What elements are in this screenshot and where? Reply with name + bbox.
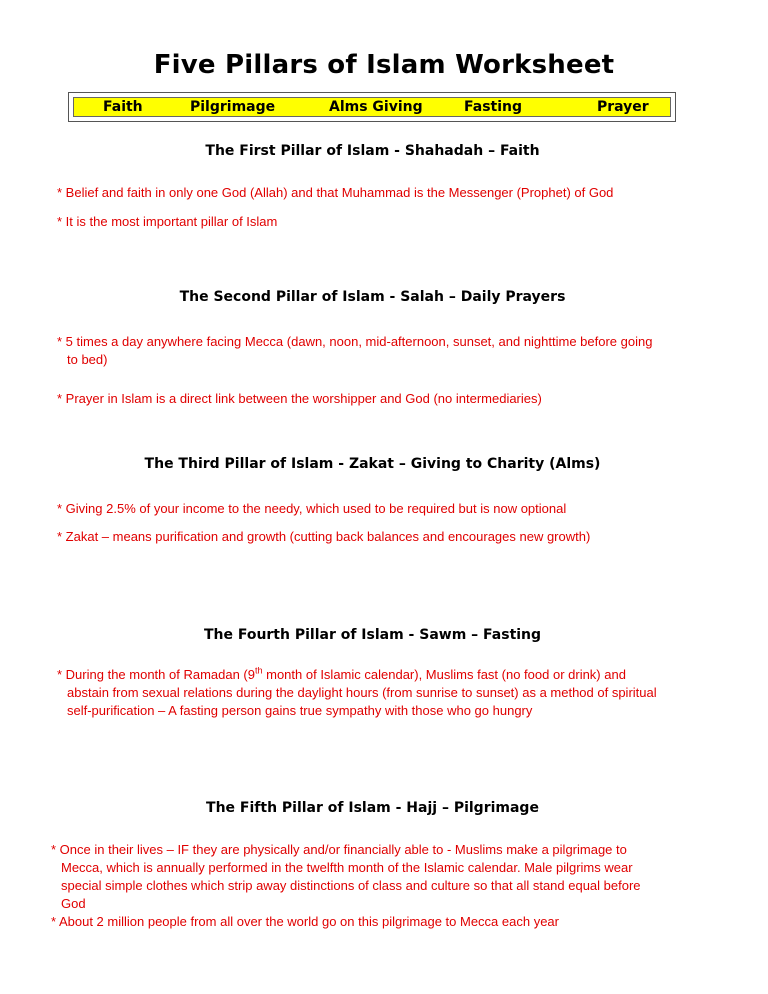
word-bank-item-pilgrimage: Pilgrimage bbox=[190, 99, 276, 115]
pillar-box-fasting bbox=[30, 603, 715, 768]
bullet-line: God bbox=[61, 896, 86, 911]
bullet-line: * Prayer in Islam is a direct link between the worshipper and God (no intermediaries) bbox=[57, 391, 542, 406]
word-bank-item-fasting: Fasting bbox=[464, 99, 523, 115]
pillar-heading: The Fifth Pillar of Islam - Hajj – Pilgrimage bbox=[206, 800, 539, 816]
bullet-line: * During the month of Ramadan (9th month of Islamic calendar), Muslims fast (no food or drink) and bbox=[57, 665, 626, 682]
pillar-bullet bbox=[57, 528, 698, 546]
bullet-line: * Belief and faith in only one God (Allah) and that Muhammad is the Messenger (Prophet) of God bbox=[57, 185, 614, 200]
bullet-line: to bed) bbox=[67, 352, 108, 367]
word-bank-item-prayer: Prayer bbox=[597, 99, 649, 115]
bullet-line: * Once in their lives – IF they are physically and/or financially able to - Muslims make a pilgrimage to bbox=[51, 842, 627, 857]
pillar-box-faith bbox=[30, 124, 715, 252]
pillar-heading: The Fourth Pillar of Islam - Sawm – Fasting bbox=[203, 627, 542, 643]
bullet-line: abstain from sexual relations during the daylight hours (from sunrise to sunset) as a method of spiritual bbox=[67, 685, 657, 700]
pillar-bullet bbox=[57, 213, 698, 231]
bullet-line: special simple clothes which strip away distinctions of class and culture so that all stand equal before bbox=[61, 878, 641, 893]
bullet-line: self-purification – A fasting person gains true sympathy with those who go hungry bbox=[67, 703, 533, 718]
pillar-bullet bbox=[57, 390, 698, 408]
pillar-heading: The First Pillar of Islam - Shahadah – Faith bbox=[205, 143, 540, 159]
bullet-line: * 5 times a day anywhere facing Mecca (dawn, noon, mid-afternoon, sunset, and nighttime before going bbox=[57, 334, 653, 349]
word-bank-item-alms-giving: Alms Giving bbox=[329, 99, 423, 115]
bullet-line: * It is the most important pillar of Islam bbox=[57, 214, 278, 229]
bullet-line: * About 2 million people from all over the world go on this pilgrimage to Mecca each year bbox=[51, 914, 559, 929]
word-bank-item-faith: Faith bbox=[103, 99, 143, 115]
pillar-bullet bbox=[57, 500, 698, 518]
pillar-heading: The Second Pillar of Islam - Salah – Daily Prayers bbox=[179, 289, 566, 305]
bullet-line: * Zakat – means purification and growth (cutting back balances and encourages new growth) bbox=[57, 529, 591, 544]
pillar-bullet bbox=[51, 841, 698, 913]
pillar-heading: The Third Pillar of Islam - Zakat – Giving to Charity (Alms) bbox=[144, 456, 601, 472]
bullet-line: * Giving 2.5% of your income to the needy, which used to be required but is now optional bbox=[57, 501, 567, 516]
word-bank bbox=[68, 92, 676, 122]
pillar-bullet bbox=[57, 184, 698, 202]
bullet-line: Mecca, which is annually performed in the twelfth month of the Islamic calendar. Male pilgrims wear bbox=[61, 860, 633, 875]
pillar-box-prayers bbox=[30, 270, 715, 428]
pillar-bullet bbox=[57, 333, 698, 369]
pillar-bullet bbox=[51, 913, 698, 931]
word-bank-highlight bbox=[73, 97, 671, 117]
pillar-box-pilgrimage bbox=[30, 778, 715, 954]
pillar-bullet bbox=[57, 666, 698, 720]
pillar-box-charity bbox=[30, 437, 715, 590]
page-title: Five Pillars of Islam Worksheet bbox=[153, 50, 615, 80]
